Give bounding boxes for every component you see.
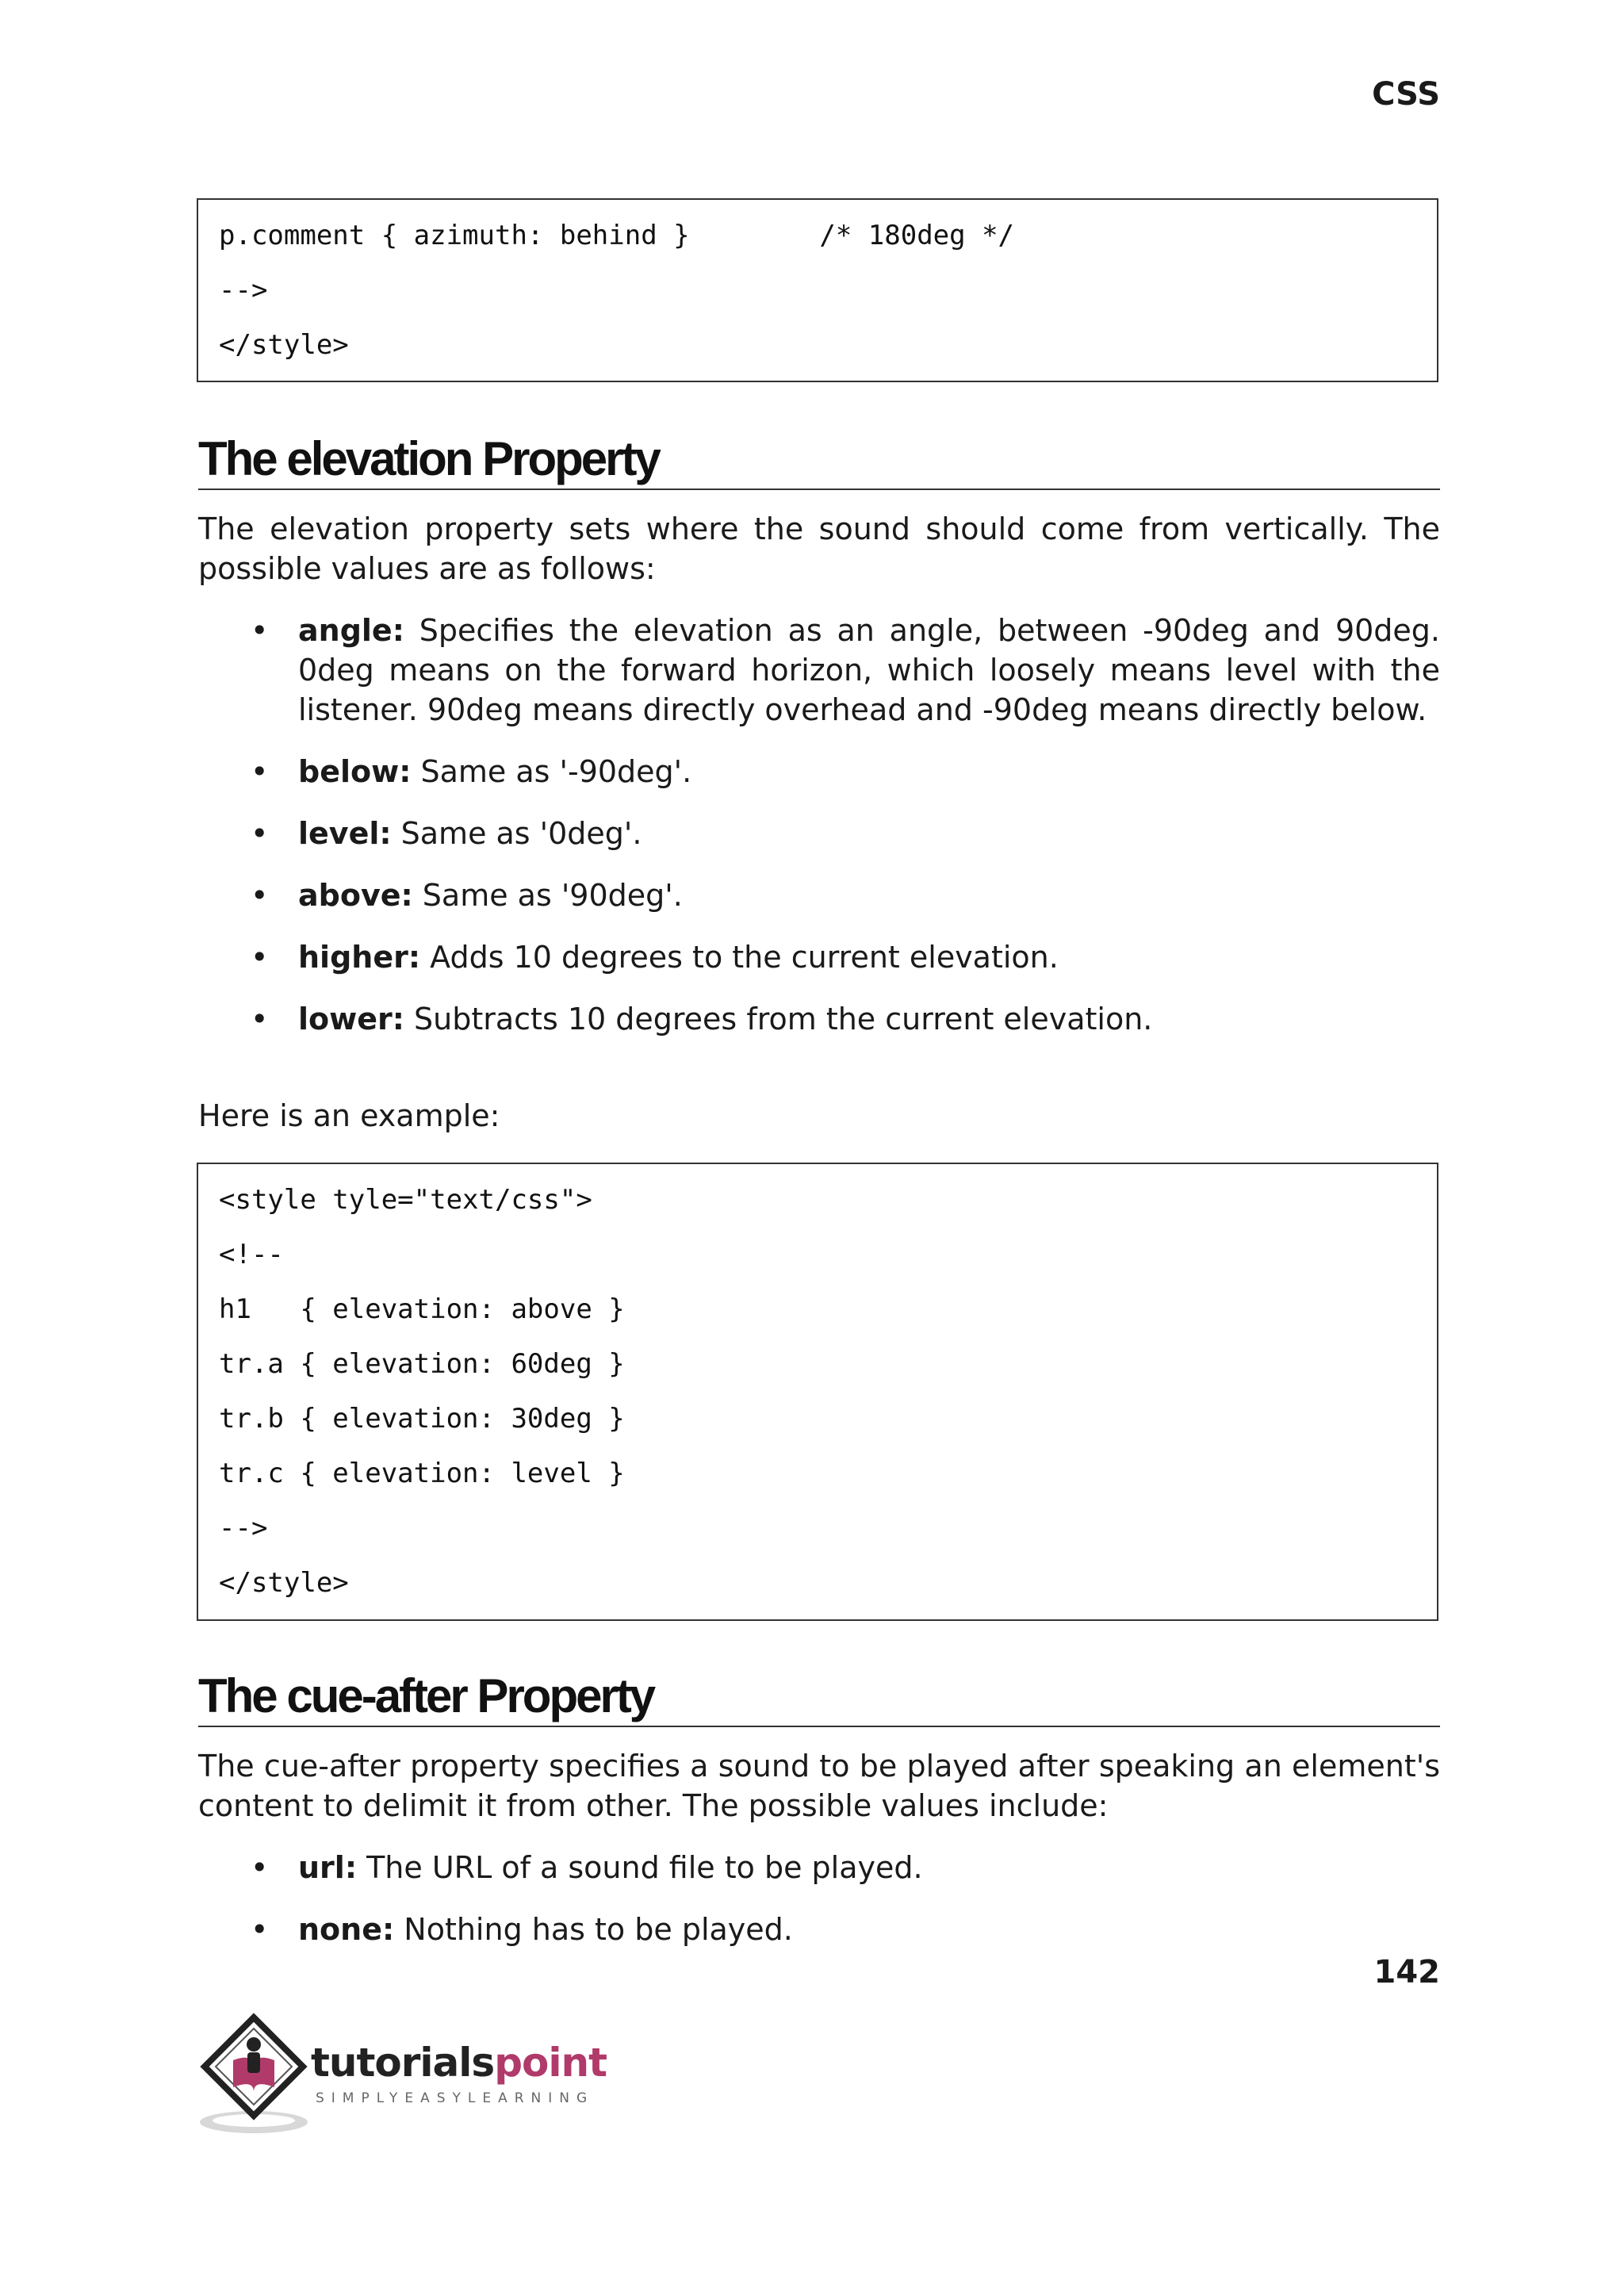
code-line: --> — [219, 1512, 268, 1544]
list-item — [198, 814, 1440, 853]
term: level: — [298, 816, 392, 851]
description: Same as '-90deg'. — [411, 754, 692, 789]
code-line: tr.a { elevation: 60deg } — [219, 1348, 625, 1380]
logo-wordmark: tutorialspoint — [311, 2040, 607, 2086]
code-line: <style tyle="text/css"> — [219, 1184, 592, 1216]
description: Nothing has to be played. — [394, 1912, 793, 1947]
description: Same as '90deg'. — [412, 878, 683, 913]
description: Adds 10 degrees to the current elevation. — [420, 940, 1059, 975]
bullet-icon: • — [251, 613, 269, 648]
bullet-icon: • — [251, 1912, 269, 1947]
code-line: </style> — [219, 329, 349, 361]
list-item — [198, 999, 1440, 1039]
elevation-intro: The elevation property sets where the sound should come from vertically. The possible values are as follows: — [198, 511, 1440, 586]
tutorialspoint-logo — [198, 2011, 611, 2138]
code-line: </style> — [219, 1567, 349, 1599]
code-block-elevation — [197, 1163, 1438, 1621]
description: Specifies the elevation as an angle, between -90deg and 90deg. 0deg means on the forward horizon, which loosely means level with the listener. 90deg means directly overhead and -90deg means directly below. — [298, 613, 1440, 727]
elevation-values-list — [198, 611, 1440, 1061]
code-line: <!-- — [219, 1239, 284, 1270]
term: higher: — [298, 940, 421, 975]
list-item — [198, 937, 1440, 977]
logo-tagline: SIMPLYEASYLEARNING — [316, 2090, 595, 2106]
term: angle: — [298, 613, 404, 648]
code-line: p.comment { azimuth: behind } /* 180deg */ — [219, 220, 1015, 251]
bullet-icon: • — [251, 754, 269, 789]
list-item — [198, 1910, 1440, 1949]
term: url: — [298, 1850, 358, 1885]
section-heading-cue-after: The cue-after Property — [198, 1670, 1440, 1727]
description: The URL of a sound file to be played. — [357, 1850, 923, 1885]
tutorialspoint-logo-icon — [198, 2011, 317, 2138]
running-head: CSS — [1372, 76, 1440, 113]
cue-after-intro: The cue-after property specifies a sound to be played after speaking an element's content to delimit it from other. The possible values include: — [198, 1749, 1440, 1823]
bullet-icon: • — [251, 816, 269, 851]
code-block-top — [197, 198, 1438, 382]
page-number: 142 — [1373, 1954, 1440, 1990]
bullet-icon: • — [251, 940, 269, 975]
term: none: — [298, 1912, 395, 1947]
bullet-icon: • — [251, 1850, 269, 1885]
term: above: — [298, 878, 413, 913]
cue-after-values-list — [198, 1848, 1440, 1971]
bullet-icon: • — [251, 878, 269, 913]
example-label: Here is an example: — [198, 1098, 500, 1133]
section-heading-elevation: The elevation Property — [198, 433, 1440, 490]
description: Subtracts 10 degrees from the current elevation. — [404, 1002, 1153, 1036]
term: below: — [298, 754, 412, 789]
code-line: tr.c { elevation: level } — [219, 1458, 625, 1489]
description: Same as '0deg'. — [391, 816, 642, 851]
bullet-icon: • — [251, 1002, 269, 1036]
code-line: h1 { elevation: above } — [219, 1293, 625, 1325]
list-item — [198, 611, 1440, 730]
list-item — [198, 1848, 1440, 1887]
term: lower: — [298, 1002, 404, 1036]
list-item — [198, 875, 1440, 915]
code-line: tr.b { elevation: 30deg } — [219, 1403, 625, 1435]
code-line: --> — [219, 274, 268, 306]
list-item — [198, 752, 1440, 791]
